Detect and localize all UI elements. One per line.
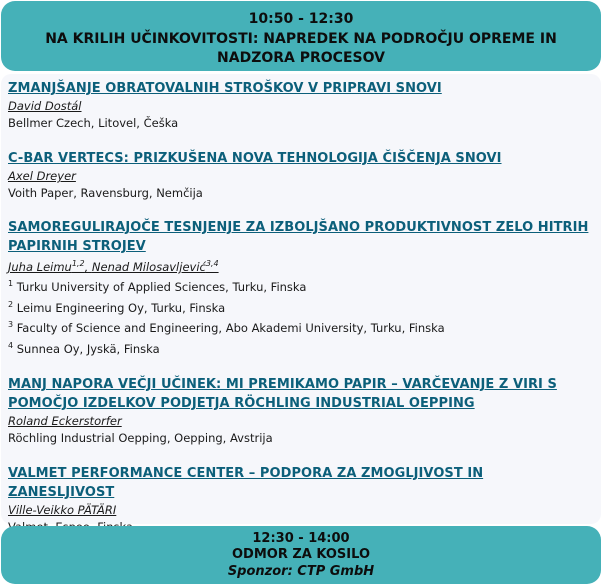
affiliation-sup: 3	[8, 320, 14, 330]
talk-affiliation: Röchling Industrial Oepping, Oepping, Avstrija	[8, 431, 273, 445]
talk-title-link[interactable]: SAMOREGULIRAJOČE TESNJENJE ZA IZBOLJŠANO PRODUKTIVNOST ZELO HITRIH PAPIRNIH STROJEV	[8, 220, 589, 254]
affiliation-text: Sunnea Oy, Jyskä, Finska	[16, 342, 160, 357]
affiliation-text: Leimu Engineering Oy, Turku, Finska	[16, 300, 226, 315]
author-sup: 3,4	[205, 259, 219, 268]
talk-author: Axel Dreyer	[8, 169, 76, 183]
lunch-sponsor: Sponzor: CTP GmbH	[227, 564, 375, 579]
affiliation-sup: 2	[8, 299, 14, 309]
affiliation-sup: 1	[8, 278, 14, 288]
author-sup: 1,2	[71, 259, 85, 268]
talk-item	[8, 79, 593, 132]
affiliation-line	[8, 296, 593, 317]
author-separator: ,	[84, 259, 92, 274]
affiliation-sup: 4	[8, 341, 14, 351]
talk-item	[8, 375, 593, 447]
talk-title-link[interactable]: VALMET PERFORMANCE CENTER – PODPORA ZA ZMOGLJIVOST IN ZANESLJIVOST	[8, 466, 484, 500]
talk-title-link[interactable]: MANJ NAPORA VEČJI UČINEK: MI PREMIKAMO PAPIR – VARČEVANJE Z VIRI S POMOČJO IZDELKOV PODJETJA RÖCHLING INDUSTRIAL OEPPING	[8, 377, 557, 411]
affiliation-text: Faculty of Science and Engineering, Abo Akademi University, Turku, Finska	[16, 321, 445, 336]
talk-author: David Dostál	[8, 99, 82, 113]
session-title: NA KRILIH UČINKOVITOSTI: NAPREDEK NA PODROČJU OPREME IN NADZORA PROCESOV	[45, 31, 557, 66]
talk-item	[8, 218, 593, 358]
talk-title-link[interactable]: ZMANJŠANJE OBRATOVALNIH STROŠKOV V PRIPRAVI SNOVI	[8, 81, 442, 96]
affiliation-line	[8, 337, 593, 358]
lunch-break-banner	[1, 526, 601, 584]
affiliation-line	[8, 316, 593, 337]
talk-authors	[8, 256, 593, 275]
session-header	[1, 1, 601, 71]
talk-affiliation: Bellmer Czech, Litovel, Češka	[8, 116, 179, 130]
author-name: Juha Leimu	[8, 259, 72, 274]
lunch-title: ODMOR ZA KOSILO	[232, 547, 370, 562]
talk-author: Roland Eckerstorfer	[8, 414, 122, 428]
talk-author: Ville-Veikko PÄTÄRI	[8, 503, 117, 517]
affiliation-text: Turku University of Applied Sciences, Turku, Finska	[16, 279, 307, 294]
author-name: Nenad Milosavljević	[91, 259, 206, 274]
talk-title-link[interactable]: C-BAR VERTECS: PRIZKUŠENA NOVA TEHNOLOGIJA ČIŠČENJA SNOVI	[8, 151, 502, 166]
talk-item	[8, 149, 593, 202]
lunch-time: 12:30 - 14:00	[252, 531, 350, 546]
talks-panel	[1, 74, 601, 524]
talk-affiliation: Voith Paper, Ravensburg, Nemčija	[8, 186, 203, 200]
affiliation-line	[8, 275, 593, 296]
session-time: 10:50 - 12:30	[248, 11, 354, 27]
